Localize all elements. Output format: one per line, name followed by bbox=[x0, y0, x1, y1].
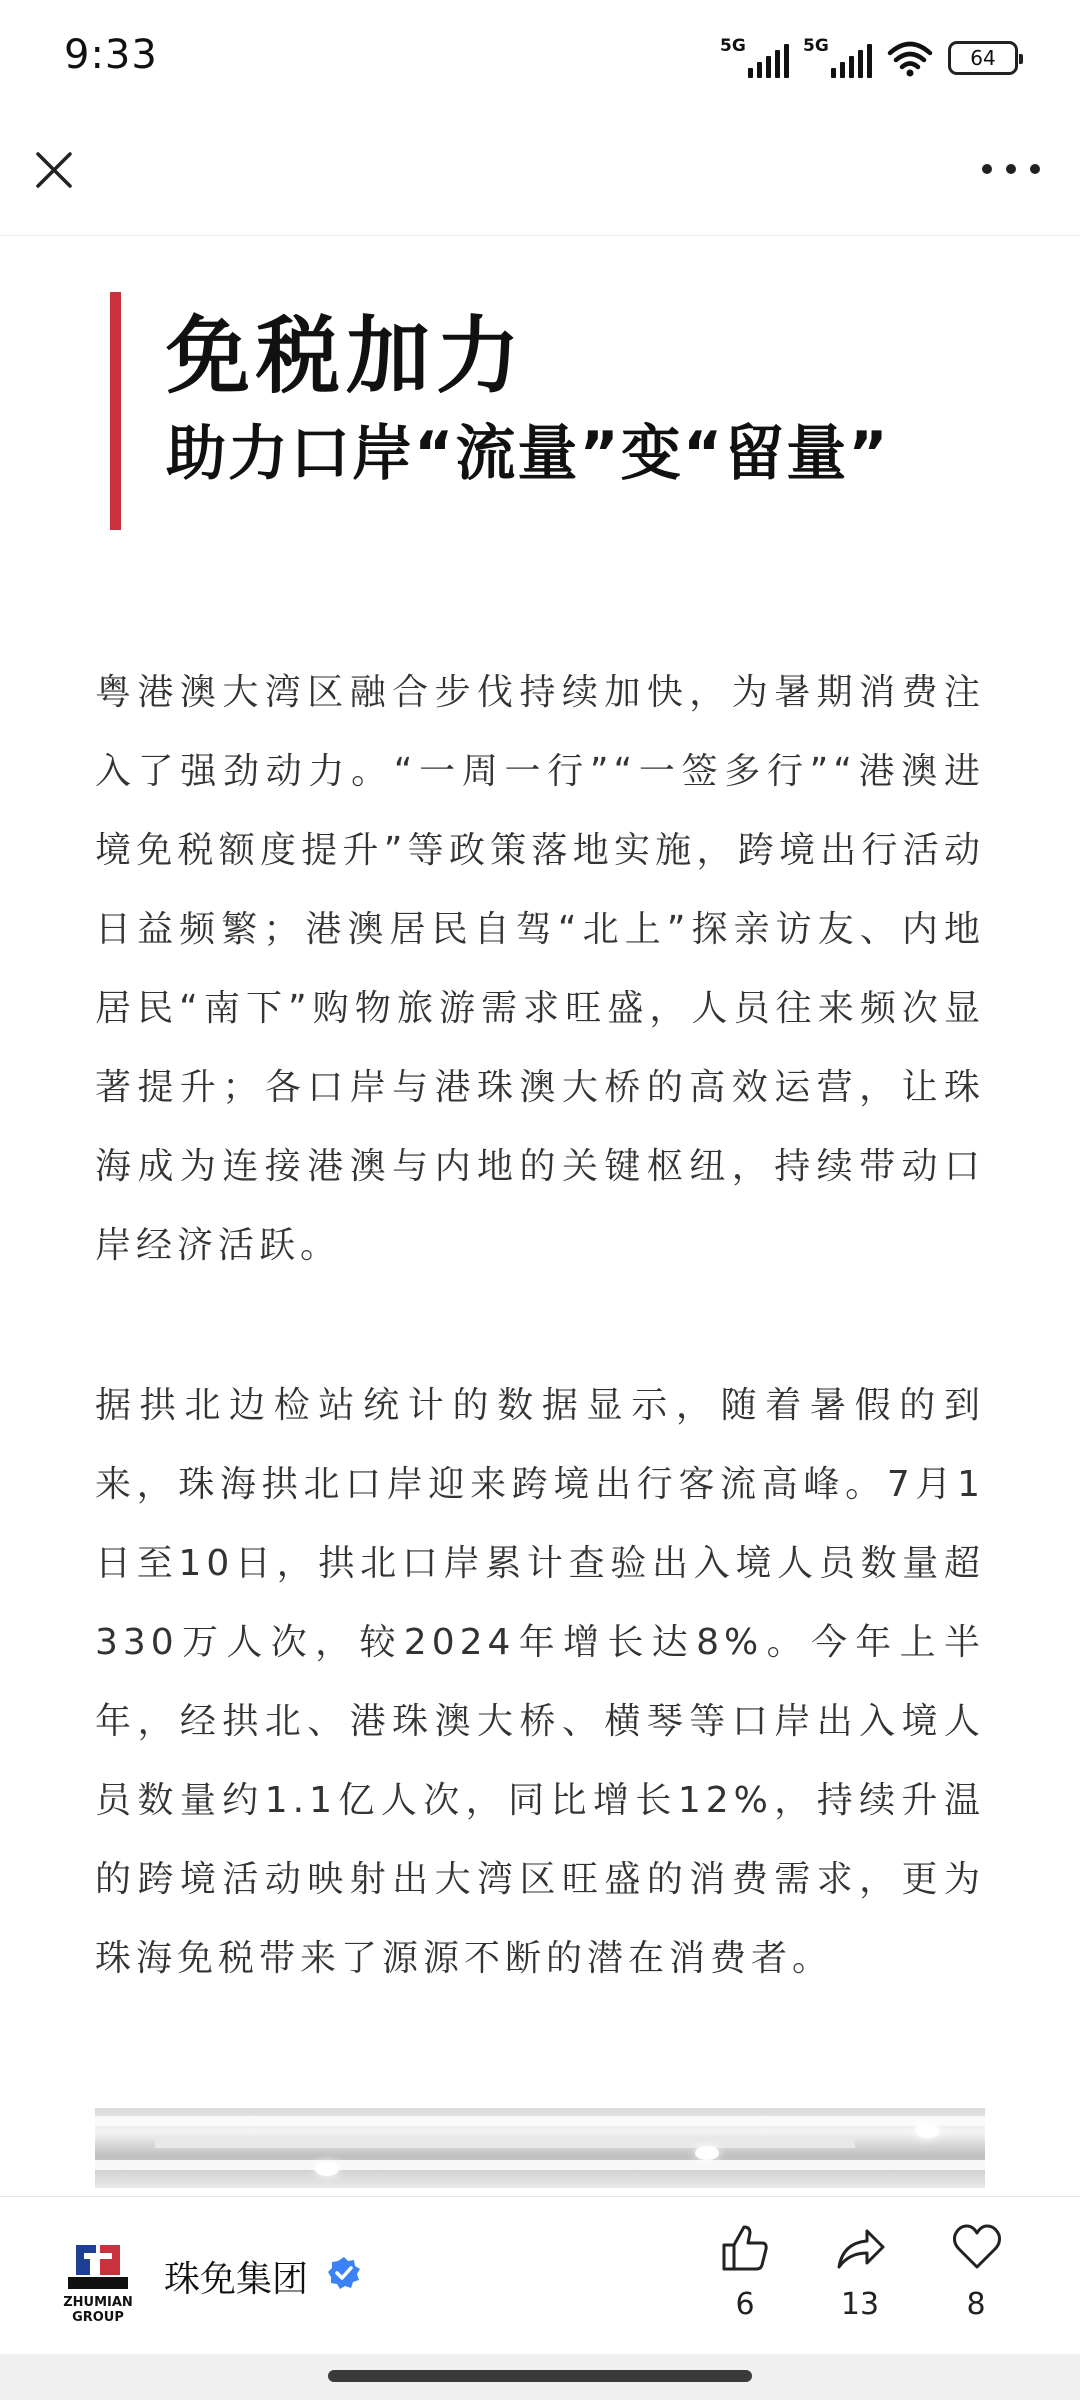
favorite-count: 8 bbox=[966, 2287, 986, 2322]
publisher-logo[interactable] bbox=[62, 2243, 134, 2325]
like-count: 6 bbox=[735, 2287, 755, 2322]
article-image[interactable] bbox=[95, 2108, 985, 2188]
nav-bar bbox=[0, 118, 1080, 236]
article-paragraph: 粤港澳大湾区融合步伐持续加快，为暑期消费注入了强劲动力。“一周一行”“一签多行”“港澳进境免税额度提升”等政策落地实施，跨境出行活动日益频繁；港澳居民自驾“北上”探亲访友、内地居民“南下”购物旅游需求旺盛，人员往来频次显著提升；各口岸与港珠澳大桥的高效运营，让珠海成为连接港澳与内地的关键枢纽，持续带动口岸经济活跃。 bbox=[95, 672, 985, 1266]
share-button[interactable] bbox=[815, 2223, 905, 2343]
article-paragraph: 据拱北边检站统计的数据显示，随着暑假的到来，珠海拱北口岸迎来跨境出行客流高峰。7月1日至10日，拱北口岸累计查验出入境人员数量超330万人次，较2024年增长达8%。今年上半年，经拱北、港珠澳大桥、横琴等口岸出入境人员数量约1.1亿人次，同比增长12%，持续升温的跨境活动映射出大湾区旺盛的消费需求，更为珠海免税带来了源源不断的潜在消费者。 bbox=[95, 1385, 985, 1979]
heart-icon bbox=[951, 2223, 1003, 2271]
bottom-action-bar bbox=[0, 2196, 1080, 2354]
publisher-name[interactable]: 珠免集团 bbox=[164, 2259, 309, 2300]
gesture-navigation-area bbox=[0, 2354, 1080, 2400]
wifi-icon bbox=[886, 39, 934, 77]
home-indicator[interactable] bbox=[328, 2370, 752, 2382]
like-button[interactable] bbox=[700, 2223, 790, 2343]
share-arrow-icon bbox=[835, 2223, 887, 2273]
network-type-label: 5G bbox=[720, 36, 746, 56]
status-time: 9:33 bbox=[64, 32, 158, 78]
status-icons bbox=[720, 36, 1018, 80]
thumbs-up-icon bbox=[720, 2223, 770, 2273]
publisher-logo-icon bbox=[62, 2243, 134, 2293]
favorite-button[interactable] bbox=[931, 2223, 1021, 2343]
article-title: 免税加力 bbox=[166, 307, 527, 405]
cellular-signal-icon bbox=[803, 38, 872, 78]
share-count: 13 bbox=[840, 2287, 880, 2322]
status-bar bbox=[0, 0, 1080, 118]
article-title-block bbox=[110, 292, 980, 530]
article-subtitle: 助力口岸“流量”变“留量” bbox=[166, 419, 890, 489]
network-type-label: 5G bbox=[803, 36, 829, 56]
more-options-icon[interactable] bbox=[982, 156, 1040, 182]
battery-icon bbox=[948, 41, 1018, 75]
cellular-signal-icon bbox=[720, 38, 789, 78]
battery-level: 64 bbox=[970, 46, 996, 70]
close-icon[interactable] bbox=[30, 146, 78, 194]
publisher-logo-text: ZHUMIAN GROUP bbox=[63, 2295, 133, 2325]
verified-badge-icon bbox=[326, 2255, 362, 2291]
